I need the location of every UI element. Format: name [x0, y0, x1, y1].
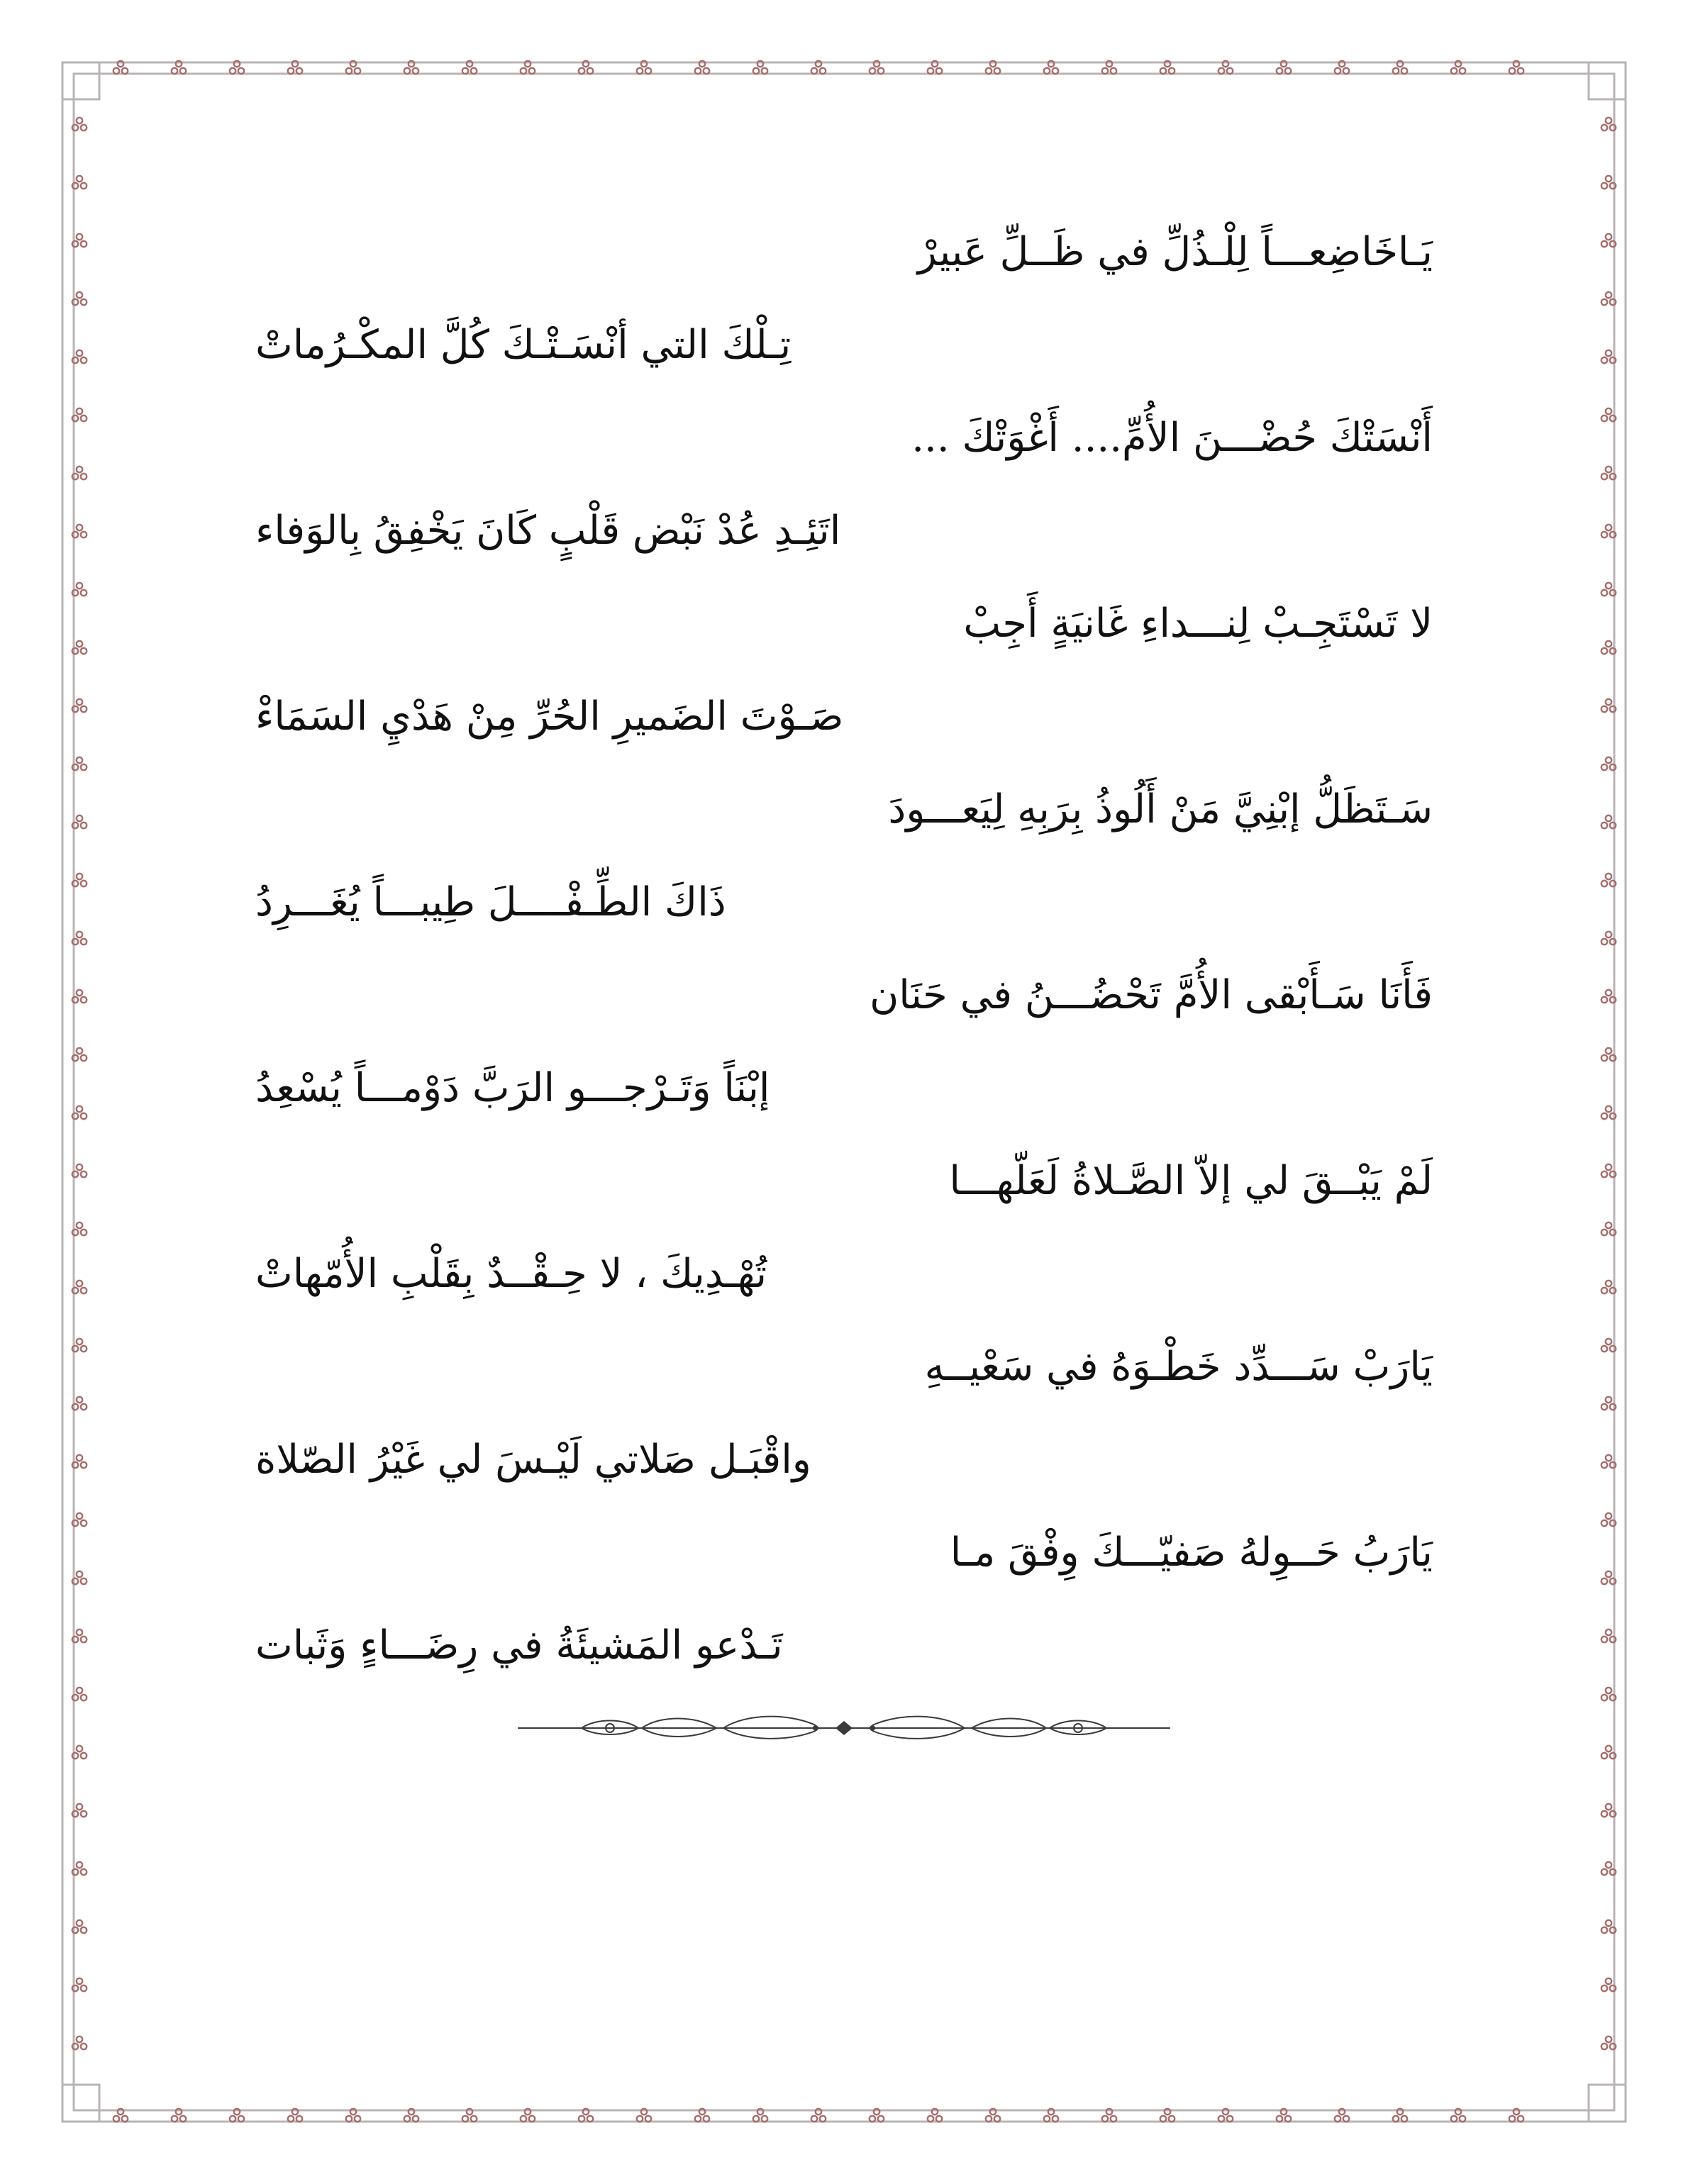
poem-line: يَارَبْ سَـــدِّد خَطْـوَهُ في سَعْيــهِ — [924, 1344, 1433, 1390]
poem — [255, 206, 1433, 1692]
poem-line: تِـلْكَ التي أنْسَـتْـكَ كُلَّ المكْـرُماتْ — [255, 322, 792, 368]
poem-line: صَـوْتَ الضَميرِ الحُرِّ مِنْ هَدْيِ السَمَاءْ — [255, 693, 844, 740]
decorative-divider-ornament — [518, 1705, 1170, 1748]
poem-line: يَـاخَاضِعـــاً لِلْـذُلِّ في ظَــلِّ عَبيرْ — [917, 229, 1433, 275]
poem-line: لا تَسْتَجِـبْ لِنـــداءِ غَانيَةٍ أَجِبْ — [963, 601, 1433, 647]
poem-line: يَارَبُ حَــوِلهُ صَفيّـــكَ وِفْقَ مـا — [950, 1530, 1433, 1576]
poem-line: تُهْـدِيكَ ، لا حِـقْــدٌ بِقَلْبِ الأُمّهاتْ — [255, 1251, 767, 1297]
poem-line: اتَئِـدِ عُدْ نَبْض قَلْبٍ كَانَ يَخْفِقُ بِالوَفاء — [255, 508, 841, 554]
poem-line: إبْنَاً وَتَـرْجـــو الرَبَّ دَوْمـــاً يُسْعِدُ — [255, 1065, 770, 1111]
poem-line: ذَاكَ الطِّـفْــــلَ طِيبـــاً يُغَـــرِدُ — [255, 879, 726, 925]
poem-line: فَأَنَا سَـأَبْقى الأُمَّ تَحْضُـــنُ في حَنَان — [870, 972, 1433, 1018]
poem-line: تَـدْعو المَشيئَةُ في رِضَـــاءٍ وَثَبات — [255, 1622, 783, 1668]
poem-line: أَنْسَتْكَ حُضْـــنَ الأُمِّ.... أَغْوَتْكَ ... — [911, 415, 1433, 461]
poem-line: واقْبَـل صَلاتي لَيْـسَ لي غَيْرُ الصّلاة — [255, 1437, 811, 1483]
poem-line: سَـتَظَلُّ إبْنِيَّ مَنْ أَلُوذُ بِرَبِهِ لِيَعـــودَ — [888, 786, 1433, 832]
poem-line: لَمْ يَبْــقَ لي إلاّ الصَّـلاةُ لَعَلّهـــا — [949, 1158, 1433, 1204]
